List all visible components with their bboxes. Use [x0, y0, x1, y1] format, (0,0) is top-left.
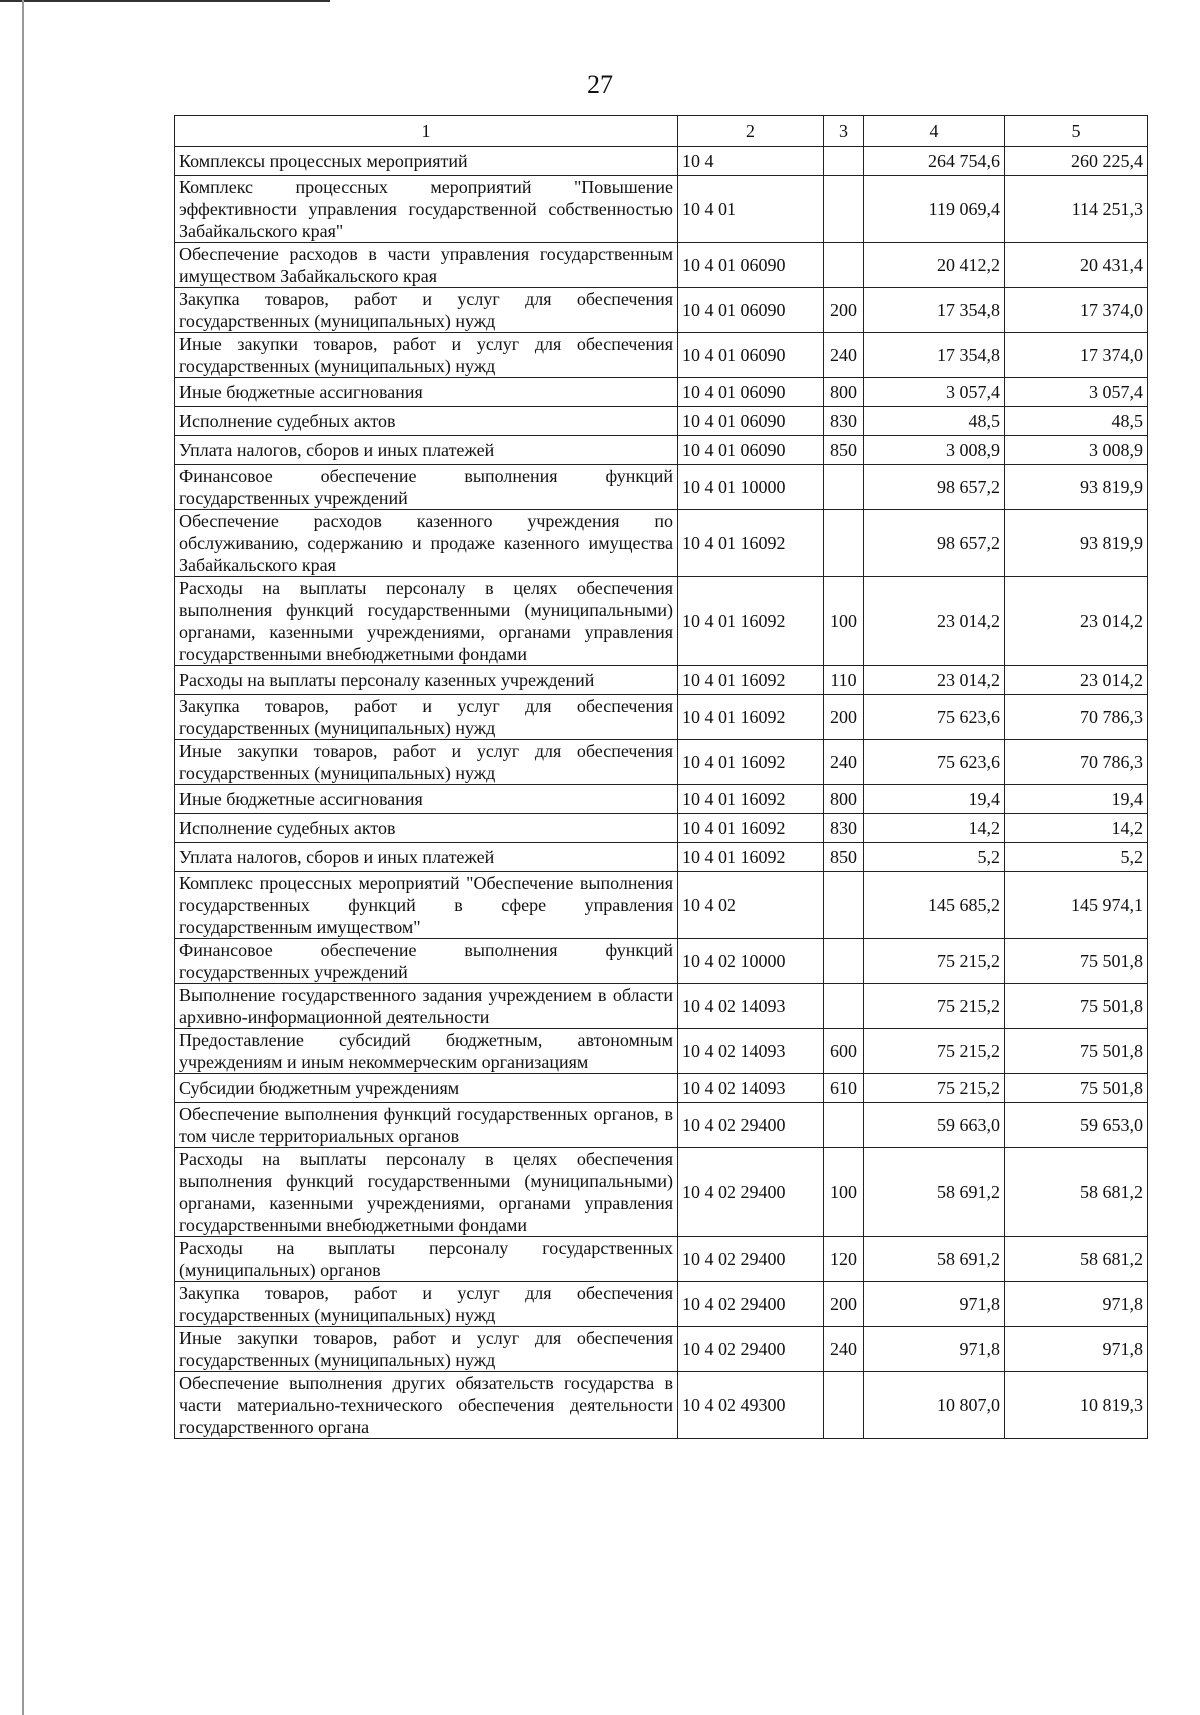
- row-amount-1: 75 623,6: [864, 740, 1005, 785]
- row-expense-type: 100: [824, 1148, 864, 1237]
- row-amount-2: 20 431,4: [1005, 243, 1148, 288]
- page-number: 27: [587, 70, 613, 99]
- row-amount-1: 971,8: [864, 1282, 1005, 1327]
- row-code: 10 4 02 29400: [678, 1103, 824, 1148]
- table-row: [175, 843, 1148, 872]
- row-expense-type: 200: [824, 1282, 864, 1327]
- row-expense-type: [824, 939, 864, 984]
- row-name: Финансовое обеспечение выполнения функций государственных учреждений: [175, 465, 678, 510]
- row-amount-2: 114 251,3: [1005, 176, 1148, 243]
- table-row: [175, 436, 1148, 465]
- row-expense-type: 200: [824, 695, 864, 740]
- row-amount-2: 58 681,2: [1005, 1237, 1148, 1282]
- row-name: Расходы на выплаты персоналу в целях обеспечения выполнения функций государственными (муниципальными) органами, казенными учреждениями, органами управления государственными внебюджетными фондами: [175, 577, 678, 666]
- row-amount-1: 17 354,8: [864, 288, 1005, 333]
- row-amount-2: 75 501,8: [1005, 984, 1148, 1029]
- table-body: [175, 147, 1148, 1439]
- row-amount-2: 3 008,9: [1005, 436, 1148, 465]
- row-amount-2: 3 057,4: [1005, 378, 1148, 407]
- row-amount-2: 10 819,3: [1005, 1372, 1148, 1439]
- column-header-code: 2: [678, 116, 824, 147]
- column-header-name: 1: [175, 116, 678, 147]
- row-name: Исполнение судебных актов: [175, 814, 678, 843]
- row-name: Закупка товаров, работ и услуг для обеспечения государственных (муниципальных) нужд: [175, 1282, 678, 1327]
- row-expense-type: 120: [824, 1237, 864, 1282]
- row-code: 10 4 02 29400: [678, 1282, 824, 1327]
- row-name: Закупка товаров, работ и услуг для обеспечения государственных (муниципальных) нужд: [175, 288, 678, 333]
- table-row: [175, 939, 1148, 984]
- row-code: 10 4 01 06090: [678, 333, 824, 378]
- row-name: Иные закупки товаров, работ и услуг для обеспечения государственных (муниципальных) нужд: [175, 740, 678, 785]
- row-name: Выполнение государственного задания учреждением в области архивно-информационной деятельности: [175, 984, 678, 1029]
- row-code: 10 4 01 06090: [678, 407, 824, 436]
- row-name: Уплата налогов, сборов и иных платежей: [175, 436, 678, 465]
- row-expense-type: [824, 872, 864, 939]
- row-code: 10 4 01 16092: [678, 740, 824, 785]
- row-code: 10 4 02 49300: [678, 1372, 824, 1439]
- row-amount-2: 260 225,4: [1005, 147, 1148, 176]
- row-name: Иные закупки товаров, работ и услуг для обеспечения государственных (муниципальных) нужд: [175, 1327, 678, 1372]
- row-code: 10 4 02 14093: [678, 1029, 824, 1074]
- row-name: Субсидии бюджетным учреждениям: [175, 1074, 678, 1103]
- row-amount-2: 75 501,8: [1005, 939, 1148, 984]
- row-name: Обеспечение выполнения функций государственных органов, в том числе территориальных органов: [175, 1103, 678, 1148]
- row-amount-2: 93 819,9: [1005, 510, 1148, 577]
- row-amount-1: 75 215,2: [864, 939, 1005, 984]
- row-code: 10 4 01 16092: [678, 843, 824, 872]
- row-name: Обеспечение выполнения других обязательств государства в части материально-технического обеспечения деятельности государственного органа: [175, 1372, 678, 1439]
- row-name: Предоставление субсидий бюджетным, автономным учреждениям и иным некоммерческим организациям: [175, 1029, 678, 1074]
- row-expense-type: 110: [824, 666, 864, 695]
- row-amount-2: 93 819,9: [1005, 465, 1148, 510]
- row-expense-type: [824, 176, 864, 243]
- row-amount-1: 23 014,2: [864, 577, 1005, 666]
- row-amount-1: 58 691,2: [864, 1237, 1005, 1282]
- row-amount-1: 3 057,4: [864, 378, 1005, 407]
- row-expense-type: [824, 147, 864, 176]
- table-row: [175, 577, 1148, 666]
- row-code: 10 4: [678, 147, 824, 176]
- row-name: Финансовое обеспечение выполнения функций государственных учреждений: [175, 939, 678, 984]
- row-amount-2: 59 653,0: [1005, 1103, 1148, 1148]
- table-row: [175, 407, 1148, 436]
- row-code: 10 4 02 29400: [678, 1237, 824, 1282]
- row-code: 10 4 02 29400: [678, 1148, 824, 1237]
- row-code: 10 4 02 10000: [678, 939, 824, 984]
- row-amount-1: 23 014,2: [864, 666, 1005, 695]
- row-code: 10 4 01 16092: [678, 577, 824, 666]
- row-expense-type: 200: [824, 288, 864, 333]
- row-name: Расходы на выплаты персоналу казенных учреждений: [175, 666, 678, 695]
- row-amount-1: 14,2: [864, 814, 1005, 843]
- row-expense-type: 240: [824, 333, 864, 378]
- table-row: [175, 378, 1148, 407]
- row-amount-2: 971,8: [1005, 1327, 1148, 1372]
- column-header-amount-2: 5: [1005, 116, 1148, 147]
- row-expense-type: 800: [824, 378, 864, 407]
- row-expense-type: 850: [824, 436, 864, 465]
- row-name: Расходы на выплаты персоналу в целях обеспечения выполнения функций государственными (муниципальными) органами, казенными учреждениями, органами управления государственными внебюджетными фондами: [175, 1148, 678, 1237]
- row-name: Иные закупки товаров, работ и услуг для обеспечения государственных (муниципальных) нужд: [175, 333, 678, 378]
- row-code: 10 4 01 16092: [678, 814, 824, 843]
- row-name: Комплекс процессных мероприятий "Повышение эффективности управления государственной собственностью Забайкальского края": [175, 176, 678, 243]
- row-expense-type: 830: [824, 814, 864, 843]
- row-name: Иные бюджетные ассигнования: [175, 785, 678, 814]
- row-expense-type: [824, 1103, 864, 1148]
- row-amount-1: 20 412,2: [864, 243, 1005, 288]
- table-row: [175, 465, 1148, 510]
- table-row: [175, 1282, 1148, 1327]
- table-row: [175, 785, 1148, 814]
- row-amount-1: 98 657,2: [864, 510, 1005, 577]
- row-amount-2: 5,2: [1005, 843, 1148, 872]
- row-expense-type: 100: [824, 577, 864, 666]
- row-name: Уплата налогов, сборов и иных платежей: [175, 843, 678, 872]
- row-expense-type: [824, 510, 864, 577]
- row-amount-1: 75 215,2: [864, 1074, 1005, 1103]
- table-row: [175, 147, 1148, 176]
- table-row: [175, 695, 1148, 740]
- row-amount-1: 17 354,8: [864, 333, 1005, 378]
- table-row: [175, 333, 1148, 378]
- row-amount-2: 75 501,8: [1005, 1074, 1148, 1103]
- budget-table: [174, 115, 1148, 1439]
- row-amount-2: 23 014,2: [1005, 577, 1148, 666]
- row-code: 10 4 02 29400: [678, 1327, 824, 1372]
- row-amount-2: 145 974,1: [1005, 872, 1148, 939]
- row-amount-1: 48,5: [864, 407, 1005, 436]
- table-row: [175, 288, 1148, 333]
- row-code: 10 4 01 16092: [678, 510, 824, 577]
- row-name: Обеспечение расходов казенного учреждения по обслуживанию, содержанию и продаже казенного имущества Забайкальского края: [175, 510, 678, 577]
- table-row: [175, 1237, 1148, 1282]
- row-amount-1: 971,8: [864, 1327, 1005, 1372]
- row-code: 10 4 02 14093: [678, 1074, 824, 1103]
- row-amount-2: 75 501,8: [1005, 1029, 1148, 1074]
- row-amount-1: 98 657,2: [864, 465, 1005, 510]
- row-expense-type: [824, 243, 864, 288]
- row-amount-2: 70 786,3: [1005, 695, 1148, 740]
- row-code: 10 4 02 14093: [678, 984, 824, 1029]
- table-row: [175, 1148, 1148, 1237]
- row-amount-2: 971,8: [1005, 1282, 1148, 1327]
- row-amount-1: 75 623,6: [864, 695, 1005, 740]
- row-amount-1: 10 807,0: [864, 1372, 1005, 1439]
- row-amount-2: 23 014,2: [1005, 666, 1148, 695]
- row-amount-2: 48,5: [1005, 407, 1148, 436]
- table-row: [175, 814, 1148, 843]
- row-code: 10 4 02: [678, 872, 824, 939]
- row-amount-2: 19,4: [1005, 785, 1148, 814]
- scan-edge-left: [22, 0, 24, 1715]
- table-row: [175, 176, 1148, 243]
- row-amount-1: 264 754,6: [864, 147, 1005, 176]
- row-name: Расходы на выплаты персоналу государственных (муниципальных) органов: [175, 1237, 678, 1282]
- column-header-vr: 3: [824, 116, 864, 147]
- table-row: [175, 1074, 1148, 1103]
- row-amount-2: 14,2: [1005, 814, 1148, 843]
- table-row: [175, 1103, 1148, 1148]
- scan-edge-top: [0, 0, 330, 2]
- row-amount-2: 70 786,3: [1005, 740, 1148, 785]
- row-expense-type: [824, 1372, 864, 1439]
- row-expense-type: [824, 465, 864, 510]
- table-row: [175, 510, 1148, 577]
- table-row: [175, 1029, 1148, 1074]
- row-amount-1: 75 215,2: [864, 984, 1005, 1029]
- table-row: [175, 666, 1148, 695]
- row-amount-1: 3 008,9: [864, 436, 1005, 465]
- row-code: 10 4 01 06090: [678, 243, 824, 288]
- row-expense-type: 830: [824, 407, 864, 436]
- row-expense-type: 850: [824, 843, 864, 872]
- row-expense-type: [824, 984, 864, 1029]
- row-amount-2: 17 374,0: [1005, 333, 1148, 378]
- row-code: 10 4 01 16092: [678, 695, 824, 740]
- row-code: 10 4 01 06090: [678, 288, 824, 333]
- row-amount-1: 19,4: [864, 785, 1005, 814]
- row-amount-1: 145 685,2: [864, 872, 1005, 939]
- row-expense-type: 610: [824, 1074, 864, 1103]
- row-name: Закупка товаров, работ и услуг для обеспечения государственных (муниципальных) нужд: [175, 695, 678, 740]
- header-row: [175, 116, 1148, 147]
- row-amount-1: 59 663,0: [864, 1103, 1005, 1148]
- row-expense-type: 240: [824, 740, 864, 785]
- table-row: [175, 984, 1148, 1029]
- row-code: 10 4 01 16092: [678, 785, 824, 814]
- row-amount-1: 75 215,2: [864, 1029, 1005, 1074]
- row-name: Комплекс процессных мероприятий "Обеспечение выполнения государственных функций в сфере управления государственным имуществом": [175, 872, 678, 939]
- row-name: Комплексы процессных мероприятий: [175, 147, 678, 176]
- table-row: [175, 872, 1148, 939]
- row-name: Обеспечение расходов в части управления государственным имуществом Забайкальского края: [175, 243, 678, 288]
- row-expense-type: 600: [824, 1029, 864, 1074]
- row-expense-type: 800: [824, 785, 864, 814]
- table-row: [175, 740, 1148, 785]
- row-expense-type: 240: [824, 1327, 864, 1372]
- row-amount-1: 119 069,4: [864, 176, 1005, 243]
- row-code: 10 4 01 16092: [678, 666, 824, 695]
- row-code: 10 4 01: [678, 176, 824, 243]
- row-amount-1: 58 691,2: [864, 1148, 1005, 1237]
- row-amount-2: 17 374,0: [1005, 288, 1148, 333]
- table-row: [175, 243, 1148, 288]
- row-code: 10 4 01 10000: [678, 465, 824, 510]
- row-code: 10 4 01 06090: [678, 378, 824, 407]
- row-code: 10 4 01 06090: [678, 436, 824, 465]
- row-amount-2: 58 681,2: [1005, 1148, 1148, 1237]
- table-row: [175, 1372, 1148, 1439]
- row-amount-1: 5,2: [864, 843, 1005, 872]
- column-header-amount-1: 4: [864, 116, 1005, 147]
- table-row: [175, 1327, 1148, 1372]
- row-name: Исполнение судебных актов: [175, 407, 678, 436]
- row-name: Иные бюджетные ассигнования: [175, 378, 678, 407]
